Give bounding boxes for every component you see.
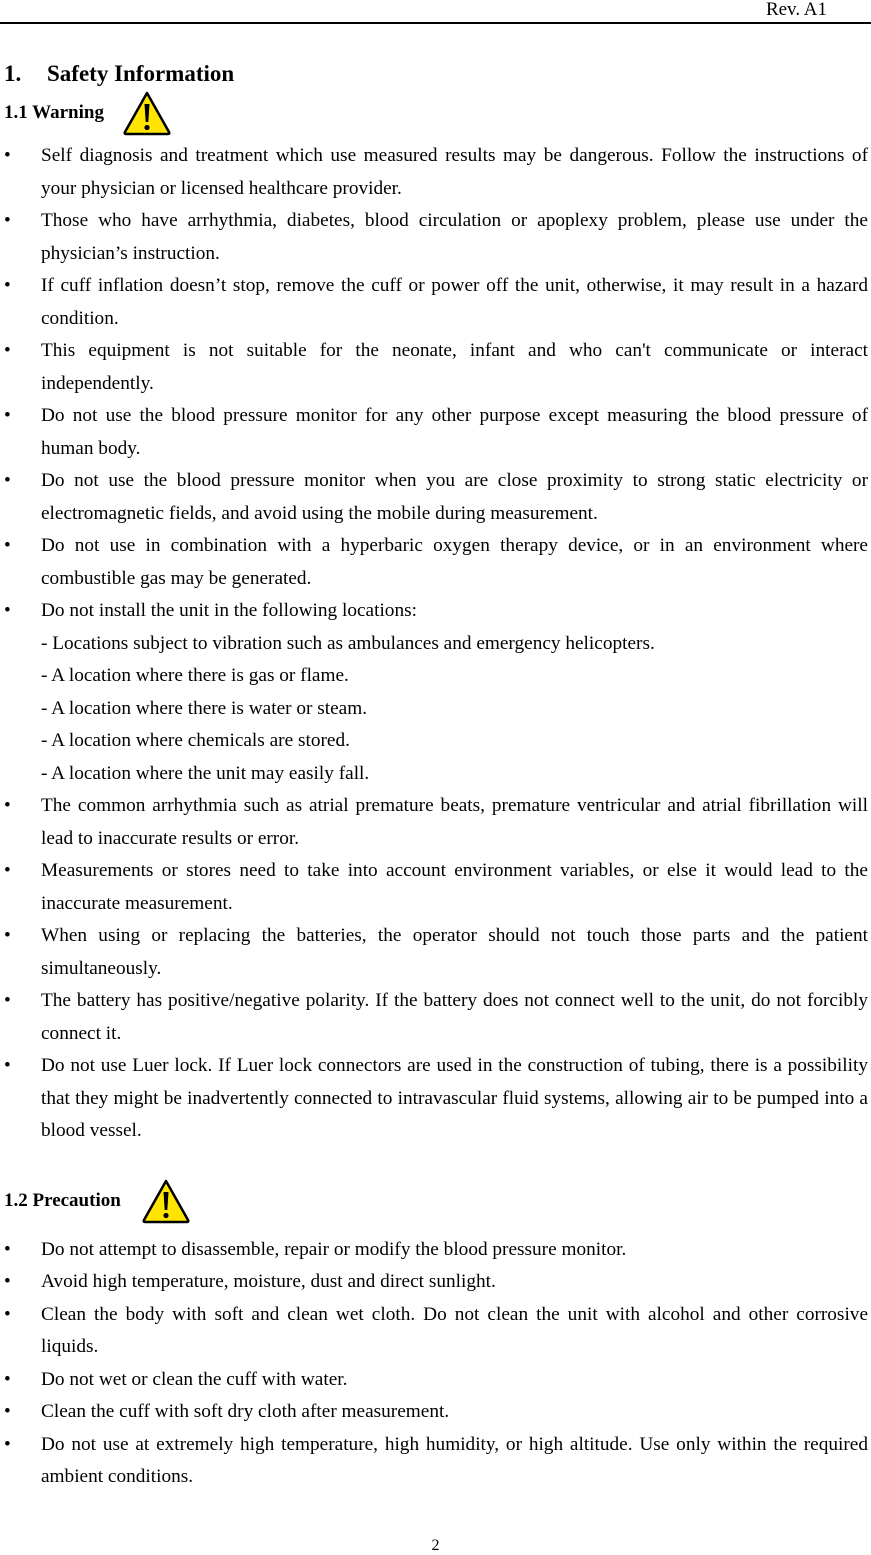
list-item-text: When using or replacing the batteries, the operator should not touch those parts and the patient simultaneously. xyxy=(41,925,868,979)
revision-label: Rev. A1 xyxy=(765,0,827,20)
list-item-text: If cuff inflation doesn’t stop, remove the cuff or power off the unit, otherwise, it may result in a hazard condition. xyxy=(41,275,868,329)
list-item xyxy=(4,855,868,920)
list-item xyxy=(4,140,868,205)
list-item xyxy=(4,465,868,530)
bullet-icon: • xyxy=(4,470,11,491)
page-content xyxy=(4,58,868,1494)
list-item xyxy=(4,1266,868,1299)
warning-triangle-icon xyxy=(122,90,172,136)
list-item xyxy=(4,1299,868,1364)
bullet-icon: • xyxy=(4,925,11,946)
bullet-icon: • xyxy=(4,275,11,296)
list-item xyxy=(4,270,868,335)
list-item-text: Those who have arrhythmia, diabetes, blood circulation or apoplexy problem, please use under the physician’s instruction. xyxy=(41,210,868,264)
list-item xyxy=(4,1429,868,1494)
section-number: 1. xyxy=(4,61,22,86)
list-item-text: Do not use in combination with a hyperbaric oxygen therapy device, or in an environment where combustible gas may be generated. xyxy=(41,535,868,589)
precaution-list xyxy=(4,1234,868,1494)
list-item-text: Do not use the blood pressure monitor when you are close proximity to strong static electricity or electromagnetic fields, and avoid using the mobile during measurement. xyxy=(41,470,868,524)
bullet-icon: • xyxy=(4,1303,11,1325)
bullet-icon: • xyxy=(4,145,11,166)
bullet-icon: • xyxy=(4,1055,11,1076)
precaution-heading-text: 1.2 Precaution xyxy=(4,1189,121,1211)
precaution-heading xyxy=(4,1178,868,1224)
bullet-icon: • xyxy=(4,405,11,426)
list-item xyxy=(4,400,868,465)
list-item-text: Clean the body with soft and clean wet cloth. Do not clean the unit with alcohol and other corrosive liquids. xyxy=(41,1303,868,1357)
list-item xyxy=(4,1234,868,1267)
warning-heading xyxy=(4,90,868,136)
bullet-icon: • xyxy=(4,1271,11,1292)
list-item-text: Avoid high temperature, moisture, dust and direct sunlight. xyxy=(41,1271,496,1292)
list-item xyxy=(4,920,868,985)
bullet-icon: • xyxy=(4,1368,11,1390)
list-item xyxy=(4,985,868,1050)
list-item-text: Do not use at extremely high temperature, high humidity, or high altitude. Use only within the required ambient conditions. xyxy=(41,1433,868,1487)
list-item xyxy=(4,335,868,400)
sub-list-item: - A location where the unit may easily fall. xyxy=(41,762,370,784)
header-rule xyxy=(0,22,871,24)
list-item xyxy=(4,1364,868,1397)
bullet-icon: • xyxy=(4,860,11,881)
list-item xyxy=(4,1050,868,1148)
warning-triangle-icon xyxy=(141,1178,191,1224)
bullet-icon: • xyxy=(4,1238,11,1260)
list-item-text: Measurements or stores need to take into account environment variables, or else it would lead to the inaccurate measurement. xyxy=(41,860,868,914)
list-item-text: The battery has positive/negative polarity. If the battery does not connect well to the unit, do not forcibly connect it. xyxy=(41,990,868,1044)
page-number: 2 xyxy=(431,1537,440,1554)
sub-list-item: - Locations subject to vibration such as ambulances and emergency helicopters. xyxy=(41,632,655,654)
bullet-icon: • xyxy=(4,795,11,816)
section-title xyxy=(4,58,868,90)
bullet-icon: • xyxy=(4,990,11,1011)
sub-list-item: - A location where there is gas or flame. xyxy=(41,665,349,686)
list-item xyxy=(4,530,868,595)
bullet-icon: • xyxy=(4,340,11,361)
sub-list-item: - A location where chemicals are stored. xyxy=(41,730,350,751)
bullet-icon: • xyxy=(4,210,11,231)
bullet-icon: • xyxy=(4,535,11,556)
list-item-text: The common arrhythmia such as atrial premature beats, premature ventricular and atrial fibrillation will lead to inaccurate results or error. xyxy=(41,795,868,849)
list-item xyxy=(4,1396,868,1429)
list-item-text: Self diagnosis and treatment which use measured results may be dangerous. Follow the instructions of your physician or licensed healthcare provider. xyxy=(41,145,868,199)
bullet-icon: • xyxy=(4,600,11,621)
list-item-text: Do not wet or clean the cuff with water. xyxy=(41,1368,348,1390)
list-item-text: This equipment is not suitable for the neonate, infant and who can't communicate or interact independently. xyxy=(41,340,868,394)
list-item-text: Clean the cuff with soft dry cloth after measurement. xyxy=(41,1401,450,1422)
list-item xyxy=(4,595,868,790)
warning-list xyxy=(4,140,868,1148)
section-title-text: Safety Information xyxy=(47,61,235,86)
warning-heading-text: 1.1 Warning xyxy=(4,102,104,123)
list-item-text: Do not attempt to disassemble, repair or modify the blood pressure monitor. xyxy=(41,1238,627,1260)
list-item xyxy=(4,205,868,270)
bullet-icon: • xyxy=(4,1433,11,1455)
list-item-text: Do not use Luer lock. If Luer lock connectors are used in the construction of tubing, there is a possibility that they might be inadvertently connected to intravascular fluid systems, allowing air to be pumped into a blood vessel. xyxy=(41,1055,868,1141)
sub-list-item: - A location where there is water or steam. xyxy=(41,697,368,719)
list-item xyxy=(4,790,868,855)
list-item-text: Do not use the blood pressure monitor for any other purpose except measuring the blood pressure of human body. xyxy=(41,405,868,459)
bullet-icon: • xyxy=(4,1401,11,1422)
list-item-text: Do not install the unit in the following locations: xyxy=(41,600,417,621)
